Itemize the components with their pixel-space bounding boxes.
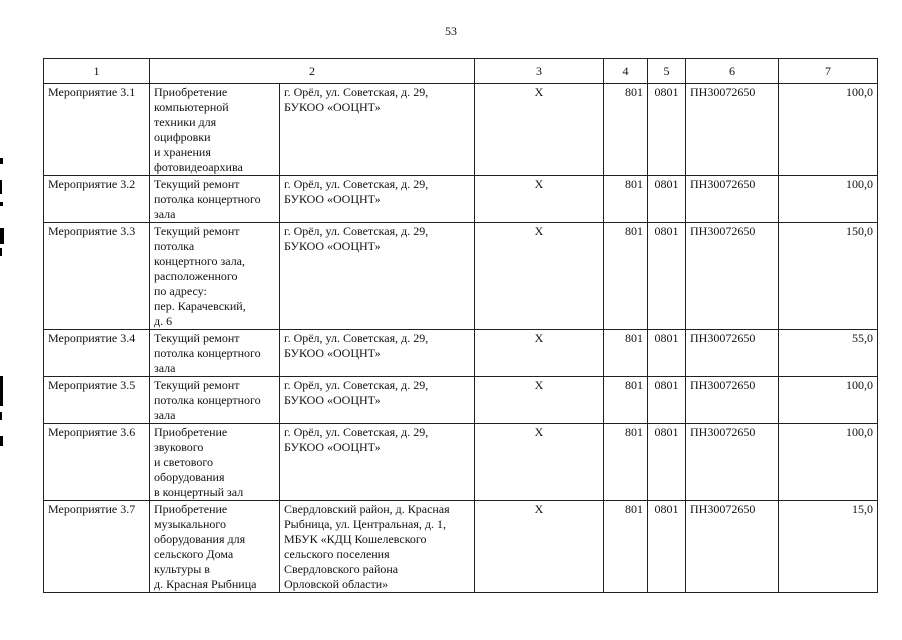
code-target: ПН30072650 (690, 378, 756, 392)
address-cell (280, 223, 475, 330)
code-ministry-cell (604, 377, 648, 424)
address-cell (280, 84, 475, 176)
header-cell: 3 (475, 59, 604, 84)
table-row (44, 330, 878, 377)
amount: 150,0 (846, 224, 873, 238)
measure-description-cell (150, 84, 280, 176)
measure-description-cell (150, 424, 280, 501)
address-cell (280, 377, 475, 424)
code-target-cell (686, 84, 779, 176)
code-x-cell (475, 377, 604, 424)
code-ministry: 801 (625, 85, 643, 99)
amount: 15,0 (852, 502, 873, 516)
code-x-cell (475, 424, 604, 501)
amount-cell (779, 330, 878, 377)
measure-description: Приобретение компьютерной техники для оцифровки и хранения фотовидеоархива (154, 85, 243, 174)
measure-description-cell (150, 377, 280, 424)
code-ministry: 801 (625, 502, 643, 516)
measure-description: Приобретение музыкального оборудования для сельского Дома культуры в д. Красная Рыбница (154, 502, 257, 591)
code-ministry-cell (604, 223, 648, 330)
code-ministry: 801 (625, 378, 643, 392)
code-ministry-cell (604, 176, 648, 223)
code-ministry: 801 (625, 425, 643, 439)
code-x-cell (475, 223, 604, 330)
address: г. Орёл, ул. Советская, д. 29, БУКОО «ООЦНТ» (284, 331, 429, 360)
measure-name: Мероприятие 3.6 (48, 425, 136, 439)
code-section: 0801 (654, 425, 679, 439)
measure-description-cell (150, 501, 280, 593)
amount: 55,0 (852, 331, 873, 345)
amount: 100,0 (846, 85, 873, 99)
code-section-cell (648, 377, 686, 424)
code-x: Х (534, 85, 544, 99)
address-cell (280, 424, 475, 501)
measure-name: Мероприятие 3.3 (48, 224, 136, 238)
address-cell (280, 176, 475, 223)
header-cell: 6 (686, 59, 779, 84)
code-x-cell (475, 501, 604, 593)
table-row (44, 176, 878, 223)
address: г. Орёл, ул. Советская, д. 29, БУКОО «ООЦНТ» (284, 378, 429, 407)
code-section: 0801 (654, 224, 679, 238)
amount: 100,0 (846, 378, 873, 392)
measure-description-cell (150, 176, 280, 223)
measure-name-cell (44, 84, 150, 176)
measure-description: Текущий ремонт потолка концертного зала (154, 177, 261, 221)
measure-description-cell (150, 223, 280, 330)
table-row (44, 424, 878, 501)
address: Свердловский район, д. Красная Рыбница, ул. Центральная, д. 1, МБУК «КДЦ Кошелевского сельского поселения Свердловского района Орловской области» (284, 502, 450, 591)
amount: 100,0 (846, 425, 873, 439)
measure-name-cell (44, 424, 150, 501)
code-section-cell (648, 223, 686, 330)
code-x-cell (475, 176, 604, 223)
address: г. Орёл, ул. Советская, д. 29, БУКОО «ООЦНТ» (284, 85, 429, 114)
code-x-cell (475, 330, 604, 377)
amount-cell (779, 223, 878, 330)
code-section-cell (648, 330, 686, 377)
header-cell: 5 (648, 59, 686, 84)
code-ministry-cell (604, 424, 648, 501)
code-ministry-cell (604, 84, 648, 176)
header-cell: 1 (44, 59, 150, 84)
table-row (44, 377, 878, 424)
amount-cell (779, 501, 878, 593)
amount-cell (779, 424, 878, 501)
code-target: ПН30072650 (690, 502, 756, 516)
code-target: ПН30072650 (690, 224, 756, 238)
code-section: 0801 (654, 502, 679, 516)
address: г. Орёл, ул. Советская, д. 29, БУКОО «ООЦНТ» (284, 177, 429, 206)
measure-name: Мероприятие 3.4 (48, 331, 136, 345)
scan-artifact (0, 150, 8, 450)
code-target-cell (686, 424, 779, 501)
address-cell (280, 501, 475, 593)
code-target: ПН30072650 (690, 85, 756, 99)
header-cell: 7 (779, 59, 878, 84)
code-ministry: 801 (625, 331, 643, 345)
measure-name: Мероприятие 3.2 (48, 177, 136, 191)
header-row (44, 59, 878, 84)
code-x-cell (475, 84, 604, 176)
code-x: Х (534, 224, 544, 238)
measure-name-cell (44, 223, 150, 330)
measure-description: Текущий ремонт потолка концертного зала (154, 331, 261, 375)
measure-name-cell (44, 330, 150, 377)
code-target-cell (686, 501, 779, 593)
code-section: 0801 (654, 378, 679, 392)
measure-description: Текущий ремонт потолка концертного зала (154, 378, 261, 422)
code-x: Х (534, 502, 544, 516)
amount-cell (779, 176, 878, 223)
measure-name: Мероприятие 3.7 (48, 502, 136, 516)
measure-name-cell (44, 501, 150, 593)
measure-name-cell (44, 176, 150, 223)
code-section: 0801 (654, 85, 679, 99)
header-cell: 2 (150, 59, 475, 84)
code-target-cell (686, 330, 779, 377)
code-section: 0801 (654, 177, 679, 191)
amount: 100,0 (846, 177, 873, 191)
code-section-cell (648, 501, 686, 593)
amount-cell (779, 377, 878, 424)
code-section: 0801 (654, 331, 679, 345)
code-ministry-cell (604, 330, 648, 377)
measure-name: Мероприятие 3.1 (48, 85, 136, 99)
address: г. Орёл, ул. Советская, д. 29, БУКОО «ООЦНТ» (284, 425, 429, 454)
table-row (44, 501, 878, 593)
amount-cell (779, 84, 878, 176)
code-ministry: 801 (625, 177, 643, 191)
code-section-cell (648, 84, 686, 176)
code-x: Х (534, 177, 544, 191)
measure-description: Приобретение звукового и светового оборудования в концертный зал (154, 425, 244, 499)
address: г. Орёл, ул. Советская, д. 29, БУКОО «ООЦНТ» (284, 224, 429, 253)
code-section-cell (648, 176, 686, 223)
code-target-cell (686, 176, 779, 223)
measure-name: Мероприятие 3.5 (48, 378, 136, 392)
code-target: ПН30072650 (690, 177, 756, 191)
measure-name-cell (44, 377, 150, 424)
code-x: Х (534, 331, 544, 345)
budget-table (43, 58, 878, 593)
code-ministry-cell (604, 501, 648, 593)
code-target-cell (686, 377, 779, 424)
table-row (44, 84, 878, 176)
code-target: ПН30072650 (690, 425, 756, 439)
page-number: 53 (445, 24, 457, 38)
code-section-cell (648, 424, 686, 501)
measure-description: Текущий ремонт потолка концертного зала, расположенного по адресу: пер. Карачевский, д. 6 (154, 224, 246, 328)
address-cell (280, 330, 475, 377)
table-row (44, 223, 878, 330)
code-x: Х (534, 425, 544, 439)
code-x: Х (534, 378, 544, 392)
code-ministry: 801 (625, 224, 643, 238)
code-target: ПН30072650 (690, 331, 756, 345)
measure-description-cell (150, 330, 280, 377)
code-target-cell (686, 223, 779, 330)
header-cell: 4 (604, 59, 648, 84)
